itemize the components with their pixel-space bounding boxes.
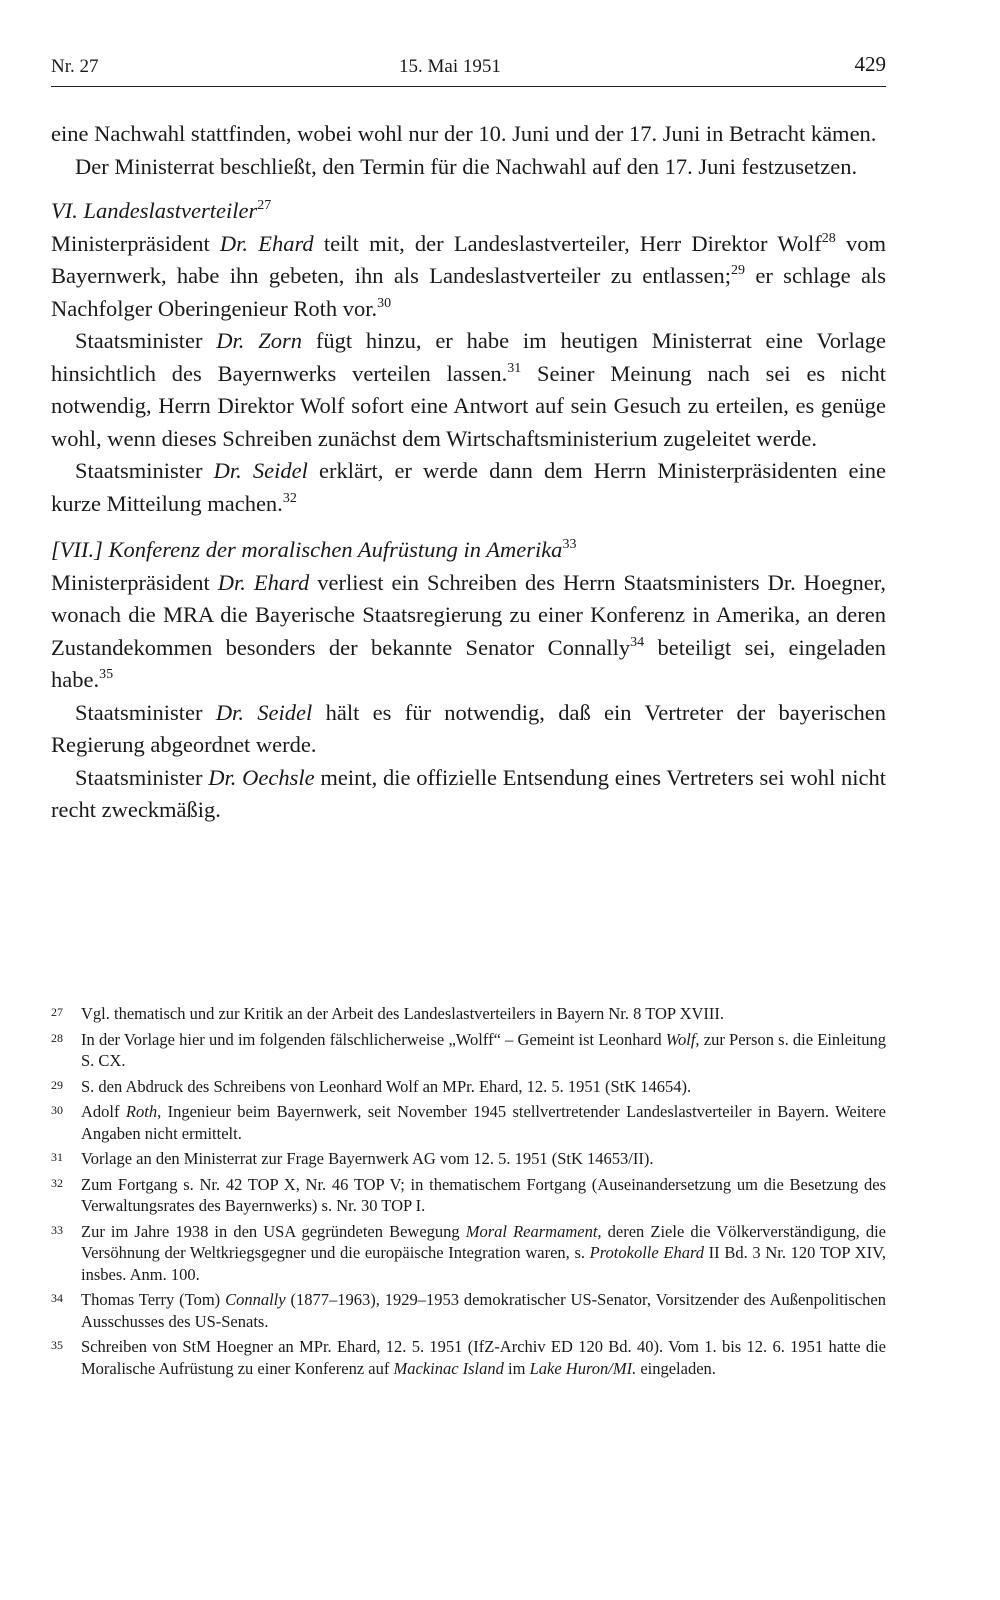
- footnote-number: 32: [51, 1175, 63, 1190]
- footnote-number: 35: [51, 1338, 63, 1352]
- footnote-number: 29: [51, 1077, 63, 1092]
- paragraph: Staatsminister Dr. Seidel erklärt, er werde dann dem Herrn Ministerpräsidenten eine kurze Mitteilung machen.$^{32}$: [51, 458, 886, 516]
- footnote-text: Thomas Terry (Tom) Connally (1877–1963), 1929–1953 demokratischer US-Senator, Vorsitzender des Außenpolitischen Ausschusses des US-Senats.: [81, 1290, 886, 1331]
- footnote-ref: 31: [507, 360, 522, 376]
- speaker-name: Ehard: [253, 569, 310, 595]
- paragraph: Ministerpräsident Dr. Ehard verliest ein Schreiben des Herrn Staatsministers Dr. Hoegner, wonach die MRA die Bayerische Staatsregierung zu einer Konferenz in Amerika, an deren Zustandekommen besonders der bekannte Senator Connally$^{34}$ beteiligt sei, eingeladen habe.$^{35}$: [51, 569, 887, 692]
- paragraph: Der Ministerrat beschließt, den Termin für die Nachwahl auf den 17. Juni festzusetzen.: [75, 153, 858, 179]
- footnote: [51, 1101, 886, 1144]
- speaker-name: Ehard: [258, 230, 314, 256]
- section-title: Landeslastverteiler: [83, 198, 258, 223]
- footnote-number: 30: [51, 1103, 63, 1117]
- footnote: [51, 1076, 886, 1098]
- speaker-name: Seidel: [252, 458, 308, 483]
- speaker-name: Seidel: [257, 699, 313, 725]
- paragraph: Ministerpräsident Dr. Ehard teilt mit, der Landeslastverteiler, Herr Direktor Wolf$^{28}$ vom Bayernwerk, habe ihn gebeten, ihn als Landeslastverteiler zu entlassen;$^{29}$ er schlage als Nachfolger Oberingenieur Roth vor.$^{30}$: [51, 230, 886, 321]
- footnote-number: 34: [51, 1291, 63, 1305]
- page-number: 429: [854, 52, 886, 76]
- footnote-text: In der Vorlage hier und im folgenden fälschlicherweise „Wolff“ – Gemeint ist Leonhard Wolf, zur Person s. die Einleitung S. CX.: [81, 1029, 886, 1070]
- footnote-ref: 32: [282, 490, 297, 506]
- section-title: Konferenz der moralischen Aufrüstung in Amerika: [108, 537, 563, 562]
- document-number: Nr. 27: [51, 56, 99, 77]
- footnote-ref: 33: [562, 537, 577, 552]
- footnote: [51, 1289, 886, 1332]
- footnote-number: 28: [51, 1030, 63, 1045]
- section-number: VI.: [51, 198, 78, 223]
- footnote-text: Vorlage an den Ministerrat zur Frage Bayernwerk AG vom 12. 5. 1951 (StK 14653/II).: [81, 1149, 654, 1168]
- footnote-number: 27: [51, 1005, 63, 1019]
- speaker-name: Oechsle: [242, 764, 315, 790]
- footnote: [51, 1336, 886, 1379]
- footnote-text: S. den Abdruck des Schreibens von Leonhard Wolf an MPr. Ehard, 12. 5. 1951 (StK 14654).: [81, 1076, 692, 1096]
- footnote: [51, 1174, 886, 1217]
- section-heading-vii: [51, 534, 886, 567]
- footnote-number: 33: [51, 1222, 63, 1237]
- paragraph: eine Nachwahl stattfinden, wobei wohl nur der 10. Juni und der 17. Juni in Betracht kämen.: [51, 121, 877, 146]
- footnote-ref: 29: [731, 263, 746, 278]
- footnote-number: 31: [51, 1150, 63, 1164]
- page-header: [51, 52, 886, 87]
- footnote: [51, 1221, 886, 1286]
- footnote-text: Zum Fortgang s. Nr. 42 TOP X, Nr. 46 TOP V; in thematischem Fortgang (Auseinandersetzung um die Besetzung des Verwaltungsrates des Bayernwerks) s. Nr. 30 TOP I.: [81, 1174, 886, 1215]
- footnote-text: Vgl. thematisch und zur Kritik an der Arbeit des Landeslastverteilers in Bayern Nr. 8 TOP XVIII.: [81, 1004, 725, 1023]
- session-date: 15. Mai 1951: [399, 56, 501, 77]
- footnote-text: Schreiben von StM Hoegner an MPr. Ehard, 12. 5. 1951 (IfZ-Archiv ED 120 Bd. 40). Vom 1. bis 12. 6. 1951 hatte die Moralische Aufrüstung zu einer Konferenz auf Mackinac Island im Lake Huron/MI. eingeladen.: [81, 1337, 886, 1378]
- section-number: [VII.]: [51, 537, 103, 562]
- paragraph: Staatsminister Dr. Seidel hält es für notwendig, daß ein Vertreter der bayerischen Regierung abgeordnet werde.: [51, 699, 886, 757]
- footnote-ref: 30: [377, 295, 392, 311]
- paragraph: Staatsminister Dr. Zorn fügt hinzu, er habe im heutigen Ministerrat eine Vorlage hinsichtlich des Bayernwerks verteilen lassen.$^{31}$ Seiner Meinung nach sei es nicht notwendig, Herrn Direktor Wolf sofort eine Antwort auf sein Gesuch zu erteilen, es genüge wohl, wenn dieses Schreiben zunächst dem Wirtschaftsministerium zugeleitet werde.: [51, 328, 886, 451]
- footnote-ref: 27: [257, 198, 272, 213]
- footnote-ref: 28: [821, 230, 836, 246]
- paragraph: Staatsminister Dr. Oechsle meint, die offizielle Entsendung eines Vertreters sei wohl nicht recht zweckmäßig.: [51, 764, 886, 822]
- footnote: [51, 1148, 886, 1170]
- footnote-ref: 35: [99, 667, 114, 682]
- main-text: [51, 118, 886, 827]
- footnote-text: Adolf Roth, Ingenieur beim Bayernwerk, seit November 1945 stellvertretender Landeslastverteiler in Bayern. Weitere Angaben nicht ermittelt.: [81, 1102, 887, 1143]
- section-heading-vi: [51, 195, 886, 228]
- footnotes: [51, 1003, 886, 1383]
- footnote: [51, 1003, 886, 1025]
- footnote: [51, 1029, 886, 1072]
- speaker-name: Zorn: [258, 328, 303, 353]
- footnote-text: Zur im Jahre 1938 in den USA gegründeten Bewegung Moral Rearmament, deren Ziele die Völkerverständigung, die Versöhnung der Weltkriegsgegner und die europäische Integration waren, s. Protokolle Ehard II Bd. 3 Nr. 120 TOP XIV, insbes. Anm. 100.: [81, 1221, 886, 1284]
- footnote-ref: 34: [630, 634, 645, 650]
